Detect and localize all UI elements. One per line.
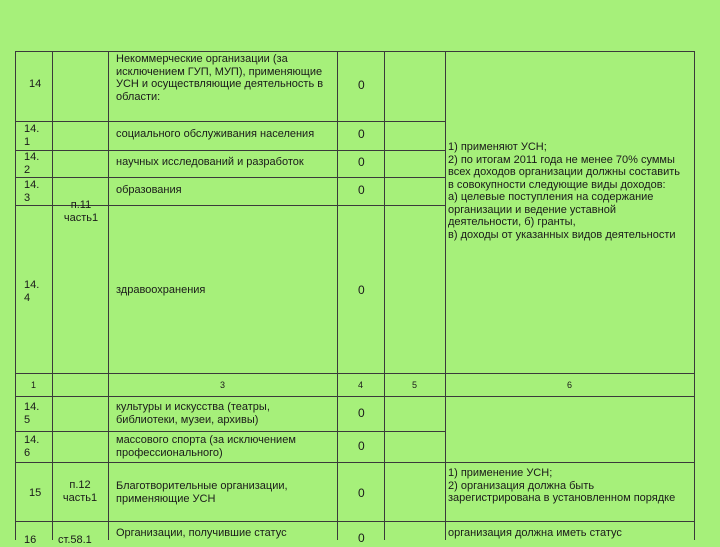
grid-line <box>15 373 694 374</box>
row-14-2-number: 14. 2 <box>24 151 40 176</box>
row-14-name: Некоммерческие организации (за исключением ГУП, МУП), применяющие УСН и осуществляющие деятельность в области: <box>116 53 324 103</box>
column-number-1: 1 <box>30 380 36 390</box>
column-number-4: 4 <box>357 380 363 390</box>
clause-11-label: п.11 часть1 <box>63 199 99 224</box>
row-16-clause: ст.58.1 <box>58 534 92 546</box>
grid-line <box>15 521 694 522</box>
row-14-6-value: 0 <box>358 439 365 453</box>
grid-line <box>15 396 694 397</box>
column-number-5: 5 <box>411 380 417 390</box>
row-14-6-name: массового спорта (за исключением профессионального) <box>116 434 296 459</box>
row-16-conditions: организация должна иметь статус <box>448 527 622 539</box>
row-14-2-value: 0 <box>358 155 365 169</box>
row-16-value: 0 <box>358 531 365 545</box>
column-number-3: 3 <box>219 380 225 390</box>
row-14-3-name: образования <box>116 184 182 196</box>
row-14-1-value: 0 <box>358 127 365 141</box>
grid-line <box>445 51 446 540</box>
grid-line <box>15 51 694 52</box>
grid-line <box>15 431 445 432</box>
row-14-1-number: 14. 1 <box>24 123 40 148</box>
grid-line <box>15 177 445 178</box>
grid-line <box>337 51 338 540</box>
row-14-2-name: научных исследований и разработок <box>116 156 304 168</box>
grid-line <box>694 51 695 540</box>
grid-line <box>108 51 109 540</box>
row-14-5-name: культуры и искусства (театры, библиотеки, музеи, архивы) <box>116 401 270 426</box>
row-14-3-number: 14. 3 <box>24 179 40 204</box>
row-14-number: 14 <box>29 78 42 90</box>
row-14-4-number: 14. 4 <box>24 279 40 304</box>
row-14-5-value: 0 <box>358 406 365 420</box>
row-14-conditions: 1) применяют УСН; 2) по итогам 2011 года не менее 70% суммы всех доходов организации должны составить в совокупности следующие виды доходов: а) целевые поступления на содержание организации и ведение уставной деятельности, б) гранты, в) доходы от указанных видов деятельности <box>448 141 681 241</box>
row-14-3-value: 0 <box>358 183 365 197</box>
row-14-1-name: социального обслуживания населения <box>116 128 315 140</box>
row-15-number: 15 <box>29 487 42 499</box>
row-14-5-number: 14. 5 <box>24 401 40 426</box>
row-16-name: Организации, получившие статус <box>116 527 287 539</box>
grid-line <box>384 51 385 540</box>
row-14-value: 0 <box>358 78 365 92</box>
row-15-name: Благотворительные организации, применяющие УСН <box>116 480 288 505</box>
row-15-conditions: 1) применение УСН; 2) организация должна быть зарегистрирована в установленном порядке <box>448 467 676 504</box>
row-15-clause: п.12 часть1 <box>62 479 98 504</box>
grid-line <box>15 462 694 463</box>
row-16-number: 16 <box>24 534 37 546</box>
grid-line <box>15 121 445 122</box>
row-15-value: 0 <box>358 486 365 500</box>
grid-line <box>15 51 16 540</box>
grid-line <box>15 150 445 151</box>
grid-line <box>52 51 53 540</box>
row-14-6-number: 14. 6 <box>24 434 40 459</box>
row-14-4-name: здравоохранения <box>116 284 206 296</box>
column-number-6: 6 <box>566 380 572 390</box>
row-14-4-value: 0 <box>358 283 365 297</box>
